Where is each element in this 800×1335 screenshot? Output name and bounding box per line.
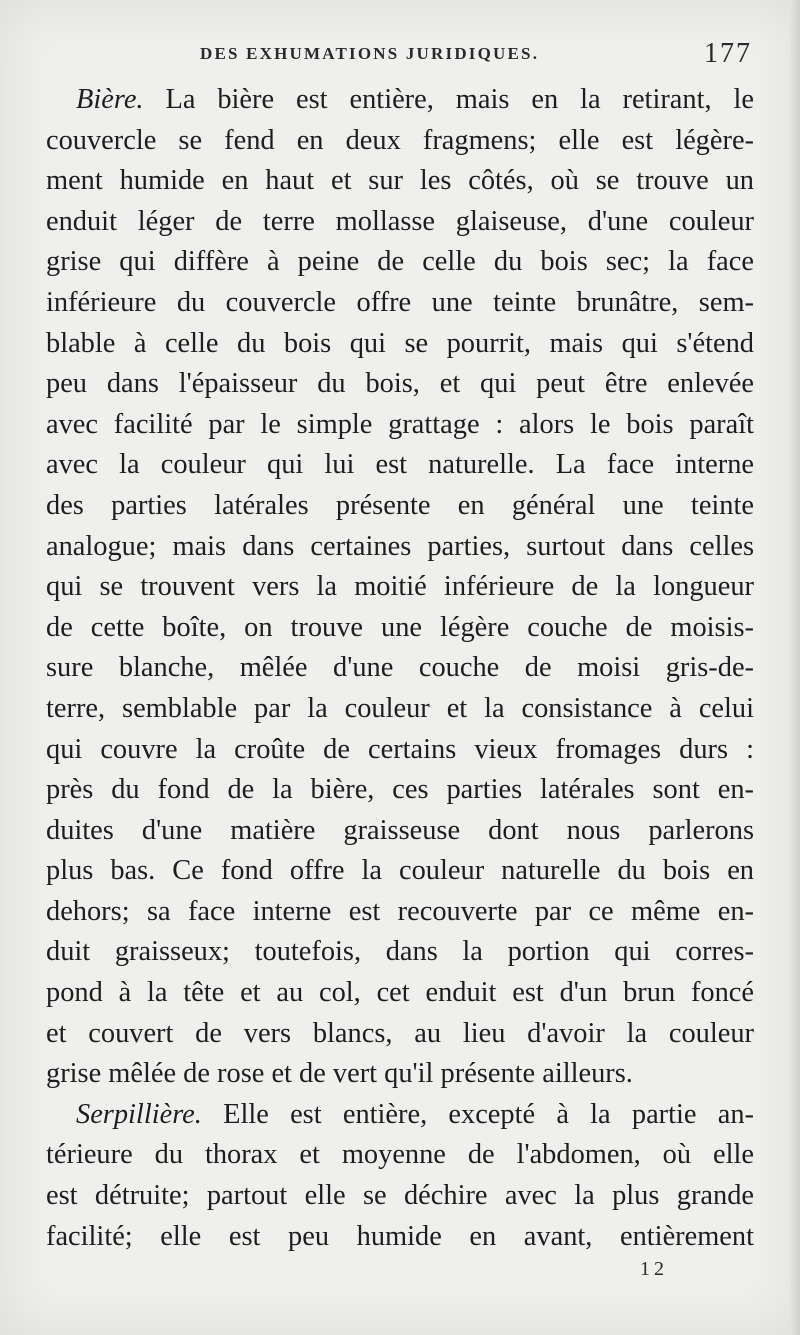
text-line: Serpillière. Elle est entière, excepté à la partie an- [76, 1098, 754, 1130]
text-line: qui se trouvent vers la moitié inférieure de la longueur [46, 571, 754, 603]
paragraph-lead: Bière. [76, 84, 144, 115]
page-edge [790, 0, 800, 1335]
text-line: peu dans l'épaisseur du bois, et qui peut être enlevée [46, 368, 754, 400]
text-line: est détruite; partout elle se déchire avec la plus grande [46, 1180, 754, 1212]
text-line: avec la couleur qui lui est naturelle. La face interne [46, 449, 754, 481]
text-line: dehors; sa face interne est recouverte par ce même en- [46, 895, 754, 927]
text-line: qui couvre la croûte de certains vieux fromages durs : [46, 733, 754, 765]
text-line: analogue; mais dans certaines parties, surtout dans celles [46, 530, 754, 562]
text-line: térieure du thorax et moyenne de l'abdomen, où elle [46, 1139, 754, 1171]
text-line: inférieure du couvercle offre une teinte brunâtre, sem- [46, 286, 754, 318]
text-line: grise mêlée de rose et de vert qu'il présente ailleurs. [46, 1058, 633, 1090]
text-line: terre, semblable par la couleur et la consistance à celui [46, 692, 754, 724]
text-line: et couvert de vers blancs, au lieu d'avoir la couleur [46, 1017, 754, 1049]
text-line: grise qui diffère à peine de celle du bois sec; la face [46, 246, 754, 278]
body-text [46, 80, 754, 1257]
text-line: pond à la tête et au col, cet enduit est d'un brun foncé [46, 977, 754, 1009]
text-line: sure blanche, mêlée d'une couche de moisi gris-de- [46, 652, 754, 684]
text-line: ment humide en haut et sur les côtés, où se trouve un [46, 165, 754, 197]
text-line: avec facilité par le simple grattage : alors le bois paraît [46, 408, 754, 440]
text-line: enduit léger de terre mollasse glaiseuse, d'une couleur [46, 205, 754, 237]
signature-mark: 12 [640, 1258, 668, 1280]
text-line: duit graisseux; toutefois, dans la portion qui corres- [46, 936, 754, 968]
text-line: plus bas. Ce fond offre la couleur naturelle du bois en [46, 855, 754, 887]
text-line: couvercle se fend en deux fragmens; elle est légère- [46, 124, 754, 156]
text-line: près du fond de la bière, ces parties latérales sont en- [46, 774, 754, 806]
running-head [46, 40, 754, 74]
paragraph-lead: Serpillière. [76, 1098, 202, 1130]
text-line: duites d'une matière graisseuse dont nous parlerons [46, 814, 754, 846]
running-title: DES EXHUMATIONS JURIDIQUES. [200, 44, 540, 63]
text-line: des parties latérales présente en général une teinte [46, 489, 754, 521]
text-line: blable à celle du bois qui se pourrit, mais qui s'étend [46, 327, 754, 359]
text-line: facilité; elle est peu humide en avant, entièrement [46, 1220, 754, 1252]
text-line: Bière. La bière est entière, mais en la retirant, le [76, 84, 754, 115]
text-line: de cette boîte, on trouve une légère couche de moisis- [46, 611, 754, 643]
page-number: 177 [704, 38, 752, 69]
